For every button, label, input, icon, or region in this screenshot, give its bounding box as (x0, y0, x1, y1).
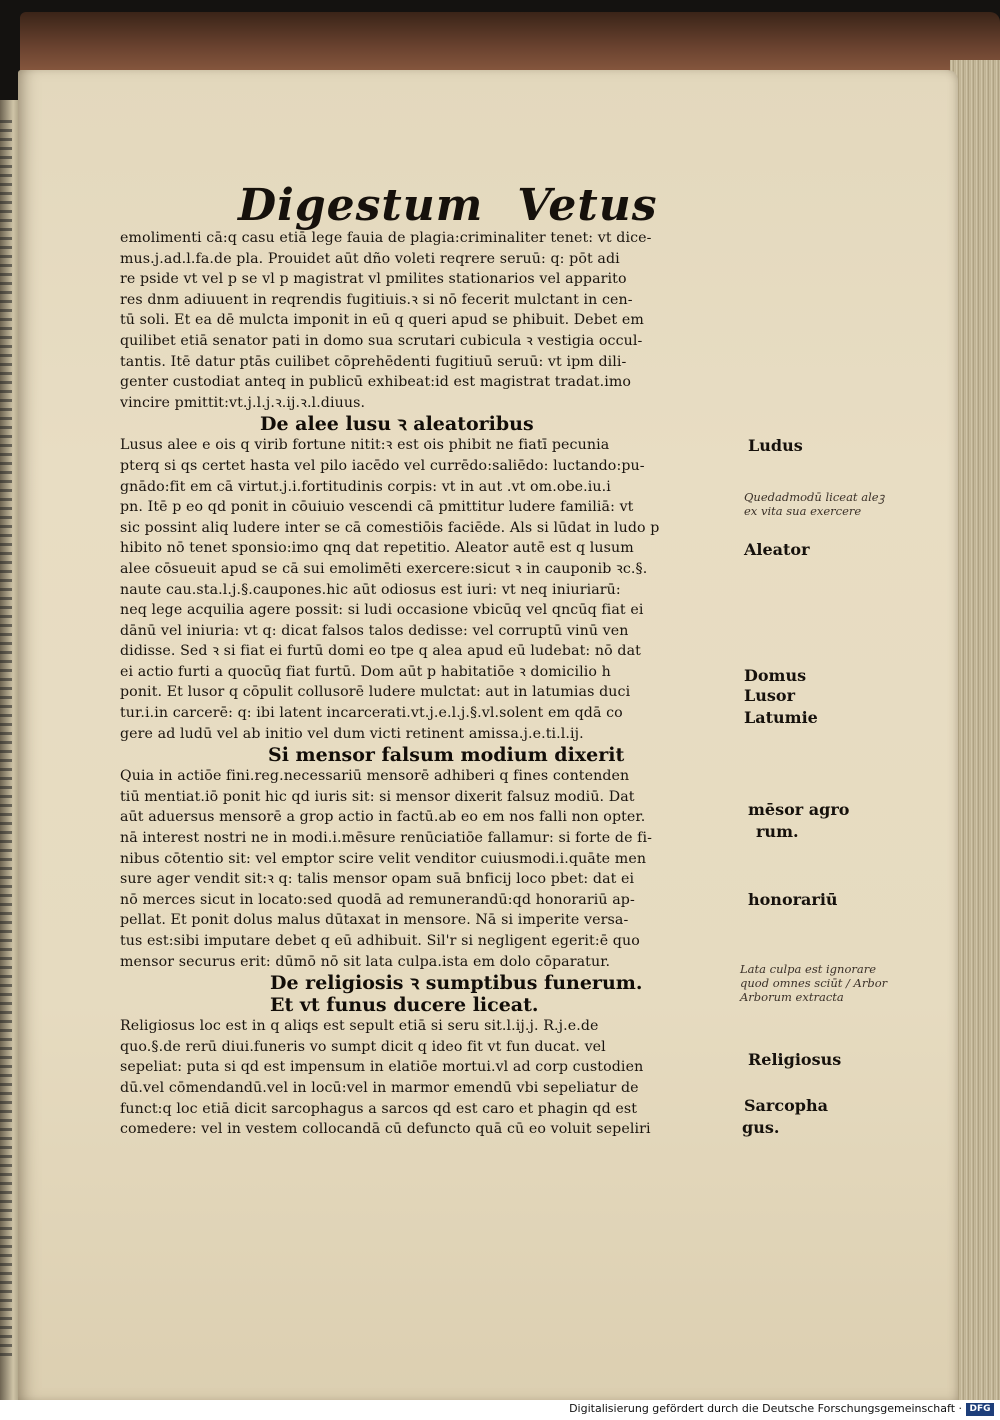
handwritten-note-1 (744, 490, 884, 518)
text-line: dānū vel iniuria: vt q: dicat falsos talos dedisse: vel corruptū vinū ven (120, 622, 629, 639)
section-heading: De alee lusu ꝛ aleatoribus (260, 413, 534, 436)
text-line: ponit. Et lusor q cōpulit collusorē ludere mulctat: aut in latumias duci (120, 684, 631, 701)
margin-note-ludus: Ludus (748, 436, 803, 455)
funding-credit: Digitalisierung gefördert durch die Deutsche Forschungsgemeinschaft · (569, 1402, 962, 1415)
text-line: nā interest nostri ne in modi.i.mēsure renūciatiōe fallamur: si forte de fi- (120, 830, 653, 847)
text-line: didisse. Sed ꝛ si fiat ei furtū domi eo tpe q alea apud eū ludebat: nō dat (120, 643, 641, 660)
text-line: dū.vel cōmendandū.vel in locū:vel in marmor emendū vbi sepeliatur de (120, 1079, 639, 1096)
handwritten-line: Quedadmodū liceat aleꝫ (744, 490, 885, 504)
title-word-1: Digestum (238, 180, 484, 231)
paragraph-a (120, 228, 740, 413)
text-line: tū soli. Et ea dē mulcta imponit in eū q queri apud se phibuit. Debet em (120, 312, 644, 329)
text-line: Quia in actiōe fini.reg.necessariū mensorē adhiberi q fines contenden (120, 768, 630, 785)
text-line: comedere: vel in vestem collocandā cū defuncto quā cū eo voluit sepeliri (120, 1121, 651, 1138)
text-line: neq lege acquilia agere possit: si ludi occasione vbicūq vel qncūq fiat ei (120, 602, 644, 619)
title-word-2: Vetus (517, 180, 658, 231)
text-line: Religiosus loc est in q aliqs est sepult etiā si seru sit.l.ij.j. R.j.e.de (120, 1018, 599, 1035)
margin-note-latumie: Latumie (744, 708, 818, 727)
margin-note-aleator: Aleator (744, 540, 810, 559)
running-title (238, 180, 691, 231)
handwritten-note-2 (740, 962, 887, 1004)
text-line: pn. Itē p eo qd ponit in cōuiuio vescendi cā pmittitur ludere familiā: vt (120, 499, 634, 516)
dfg-logo: DFG (966, 1403, 994, 1416)
main-text-column (120, 228, 740, 1140)
handwritten-line: Lata culpa est ignorare (740, 962, 877, 976)
section-heading: Si mensor falsum modium dixerit (268, 744, 625, 767)
text-line: nibus cōtentio sit: vel emptor scire velit venditor cuiusmodi.i.quāte men (120, 850, 647, 867)
text-line: genter custodiat anteq in publicū exhibeat:id est magistrat tradat.imo (120, 374, 632, 391)
text-line: sepeliat: puta si qd est impensum in elatiōe mortui.vl ad corp custodien (120, 1059, 644, 1076)
paragraph-c (120, 766, 740, 972)
margin-note-mensor-cont: rum. (756, 822, 799, 841)
margin-note-sarcophagus: Sarcopha (744, 1096, 828, 1115)
text-line: funct:q loc etiā dicit sarcophagus a sarcos qd est caro et phagin qd est (120, 1100, 638, 1117)
text-line: tiū mentiat.iō ponit hic qd iuris sit: si mensor dixerit falsuz modiū. Dat (120, 788, 635, 805)
text-line: alee cōsueuit apud se cā sui emolimēti exercere:sicut ꝛ in cauponib ꝛc.§. (120, 560, 648, 577)
text-line: quilibet etiā senator pati in domo sua scrutari cubicula ꝛ vestigia occul- (120, 332, 643, 349)
handwritten-line: quod omnes sciūt / Arbor (740, 976, 888, 990)
margin-note-lusor: Lusor (744, 686, 795, 705)
text-line: hibito nō tenet sponsio:imo qnq dat repetitio. Aleator autē est q lusum (120, 540, 634, 557)
text-line: naute cau.sta.l.j.§.caupones.hic aūt odiosus est iuri: vt neq iniuriarū: (120, 581, 621, 598)
text-line: tantis. Itē datur ptās cuilibet cōprehēdenti fugitiuū seruū: vt ipm dili- (120, 353, 627, 370)
margin-note-domus: Domus (744, 666, 807, 685)
text-line: gere ad ludū vel ab initio vel dum victi retinent amissa.j.e.ti.l.ij. (120, 725, 584, 742)
text-line: pellat. Et ponit dolus malus dūtaxat in mensore. Nā si imperite versa- (120, 912, 629, 929)
text-line: mensor securus erit: dūmō nō sit lata culpa.ista em dolo cōparatur. (120, 953, 611, 970)
text-line: vincire pmittit:vt.j.l.j.ꝛ.ij.ꝛ.l.diuus. (120, 394, 366, 411)
margin-note-sarcophagus-cont: gus. (742, 1118, 780, 1137)
section-heading: De religiosis ꝛ sumptibus funerum. (270, 972, 643, 995)
paragraph-b (120, 435, 740, 744)
footer-bar (0, 1400, 1000, 1420)
text-line: nō merces sicut in locato:sed quodā ad remunerandū:qd honorariū ap- (120, 891, 635, 908)
text-line: mus.j.ad.l.fa.de pla. Prouidet aūt dño voleti reqrere seruū: q: pōt adi (120, 250, 620, 267)
text-line: emolimenti cā:q casu etiā lege fauia de plagia:criminaliter tenet: vt dice- (120, 230, 652, 246)
text-line: gnādo:fit em cā virtut.j.i.fortitudinis corpis: vt in aut .vt om.obe.iu.i (120, 478, 611, 495)
text-line: aūt aduersus mensorē a grop actio in factū.ab eo em nos falli non opter. (120, 809, 646, 826)
margin-note-honorarium: honorariū (748, 890, 838, 909)
paragraph-d (120, 1016, 740, 1140)
left-page-text-strip (0, 120, 12, 1360)
handwritten-line: Arborum extracta (740, 990, 844, 1004)
margin-note-religiosus: Religiosus (748, 1050, 842, 1069)
text-line: re pside vt vel p se vl p magistrat vl pmilites stationarios vel apparito (120, 271, 627, 288)
text-line: pterq si qs certet hasta vel pilo iacēdo vel currēdo:saliēdo: luctando:pu- (120, 457, 645, 474)
text-line: Lusus alee e ois q virib fortune nitit:ꝛ est ois phibit ne fiatī pecunia (120, 437, 610, 454)
margin-note-mensor: mēsor agro (748, 800, 850, 819)
text-line: tur.i.in carcerē: q: ibi latent incarcerati.vt.j.e.l.j.§.vl.solent em qdā co (120, 705, 623, 722)
text-line: quo.§.de rerū diui.funeris vo sumpt dicit q ideo fit vt fun ducat. vel (120, 1038, 606, 1055)
text-line: sic possint aliq ludere inter se cā comestiōis faciēde. Als si lūdat in ludo p (120, 519, 660, 536)
handwritten-line: ex vita sua exercere (744, 504, 862, 518)
text-line: ei actio furti a quocūq fiat furtū. Dom aūt p habitatiōe ꝛ domicilio h (120, 663, 611, 680)
text-line: res dnm adiuuent in reqrendis fugitiuis.ꝛ si nō fecerit mulctant in cen- (120, 291, 633, 308)
section-subheading: Et vt funus ducere liceat. (270, 994, 539, 1017)
text-line: sure ager vendit sit:ꝛ q: talis mensor opam suā bnficij loco pbet: dat ei (120, 871, 635, 888)
text-line: tus est:sibi imputare debet q eū adhibuit. Sil'r si negligent egerit:ē quo (120, 933, 640, 949)
